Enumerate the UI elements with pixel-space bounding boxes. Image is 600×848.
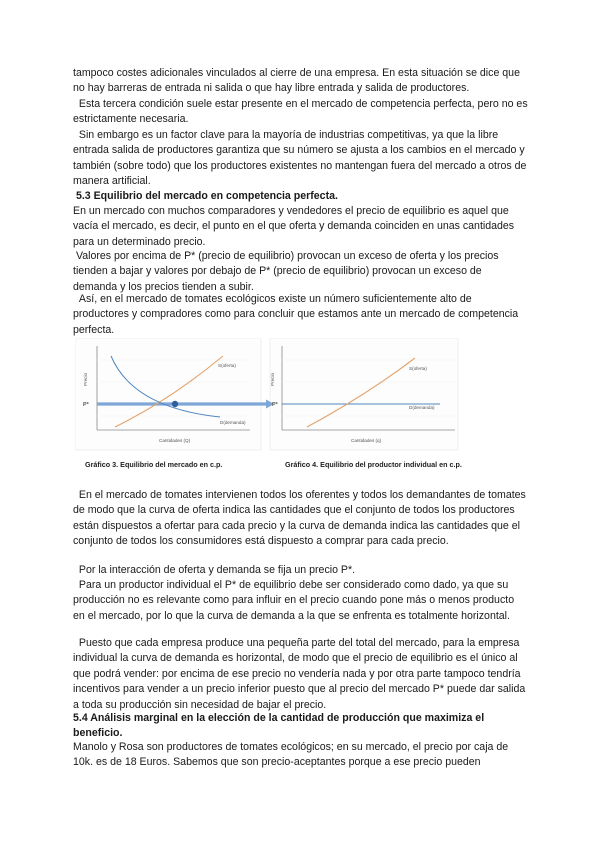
paragraph-third-condition: Esta tercera condición suele estar presente en el mercado de competencia perfecta, pero no es estrictamente necesaria. — [73, 98, 528, 126]
caption-chart-3: Gráfico 3. Equilibrio del mercado en c.p. — [85, 460, 223, 469]
right-price-label: P* — [272, 402, 278, 408]
paragraph-tomato-market: Así, en el mercado de tomates ecológicos existe un número suficientemente alto de productores y compradores como para concluir que estamos ante un mercado de competencia perfecta. — [73, 293, 519, 336]
paragraph-individual-producer: Para un productor individual el P* de equilibrio debe ser considerado como dado, ya que su producción no es relevante como para influir en el precio cuando pone más o menos producto en el mercado, por lo que la curva de demanda a la que se enfrenta es totalmente horizontal. — [73, 579, 515, 622]
left-price-label: P* — [83, 402, 89, 408]
heading-5-3: 5.3 Equilibrio del mercado en competencia perfecta. — [73, 190, 338, 202]
right-ylabel: Precio — [270, 372, 275, 386]
left-demand-label: D(demanda) — [220, 420, 246, 425]
caption-chart-4: Gráfico 4. Equilibrio del productor individual en c.p. — [285, 460, 462, 469]
paragraph-manolo-rosa: Manolo y Rosa son productores de tomates ecológicos; en su mercado, el precio por caja de 10k. es de 18 Euros. Sabemos que son precio-aceptantes porque a ese precio pueden — [73, 741, 509, 769]
heading-5-4: 5.4 Análisis marginal en la elección de la cantidad de producción que maximiza el beneficio. — [73, 712, 485, 740]
right-supply-label: S(oferta) — [409, 366, 427, 371]
left-equilibrium-point — [172, 401, 178, 407]
paragraph-barriers: tampoco costes adicionales vinculados al cierre de una empresa. En esta situación se dice que no hay barreras de entrada ni salida o que hay libre entrada y salida de productores. — [73, 67, 520, 95]
equilibrium-graphs — [75, 338, 525, 478]
paragraph-horizontal-demand: Puesto que cada empresa produce una pequeña parte del total del mercado, para la empresa individual la curva de demanda es horizontal, de modo que el precio de equilibrio es el único al que podrá vender: por encima de ese precio no vendería nada y por otra parte tampoco tendría incentivos para vender a un precio inferior puesto que al precio del mercado P* puede dar salida a toda su producción sin necesidad de bajar el precio. — [73, 637, 526, 711]
paragraph-interaction: Por la interacción de oferta y demanda se fija un precio P*. — [73, 564, 356, 576]
left-supply-label: S(oferta) — [218, 363, 236, 368]
left-xlabel: Cantidades (Q) — [159, 438, 191, 443]
figure-equilibrium-charts — [75, 338, 525, 478]
paragraph-market-participants: En el mercado de tomates intervienen todos los oferentes y todos los demandantes de tomates de modo que la curva de oferta indica las cantidades que el conjunto de todos los productores están dispuestos a ofertar para cada precio y la curva de demanda indica las cantidades que el conjunto de todos los consumidores está dispuesto a comprar para cada precio. — [73, 489, 526, 548]
right-xlabel: Cantidades (q) — [351, 438, 382, 443]
left-ylabel: Precio — [83, 372, 88, 386]
left-chart-panel — [75, 338, 261, 450]
paragraph-equilibrium-price: En un mercado con muchos comparadores y vendedores el precio de equilibrio es aquel que vacía el mercado, es decir, el punto en el que oferta y demanda coinciden en unas cantidades para un determinado precio. — [73, 205, 515, 248]
paragraph-excess-supply-demand: Valores por encima de P* (precio de equilibrio) provocan un exceso de oferta y los precios tienden a bajar y valores por debajo de P* (precio de equilibrio) provocan un exceso de demanda y los precios tienden a subir. — [73, 250, 499, 293]
paragraph-key-factor: Sin embargo es un factor clave para la mayoría de industrias competitivas, ya que la libre entrada salida de productores garantiza que su número se ajusta a los cambios en el mercado y también (sobre todo) que los productores existentes no mantengan fuera del mercado a otros de manera artificial. — [73, 129, 527, 188]
right-demand-label: D(demanda) — [409, 405, 435, 410]
